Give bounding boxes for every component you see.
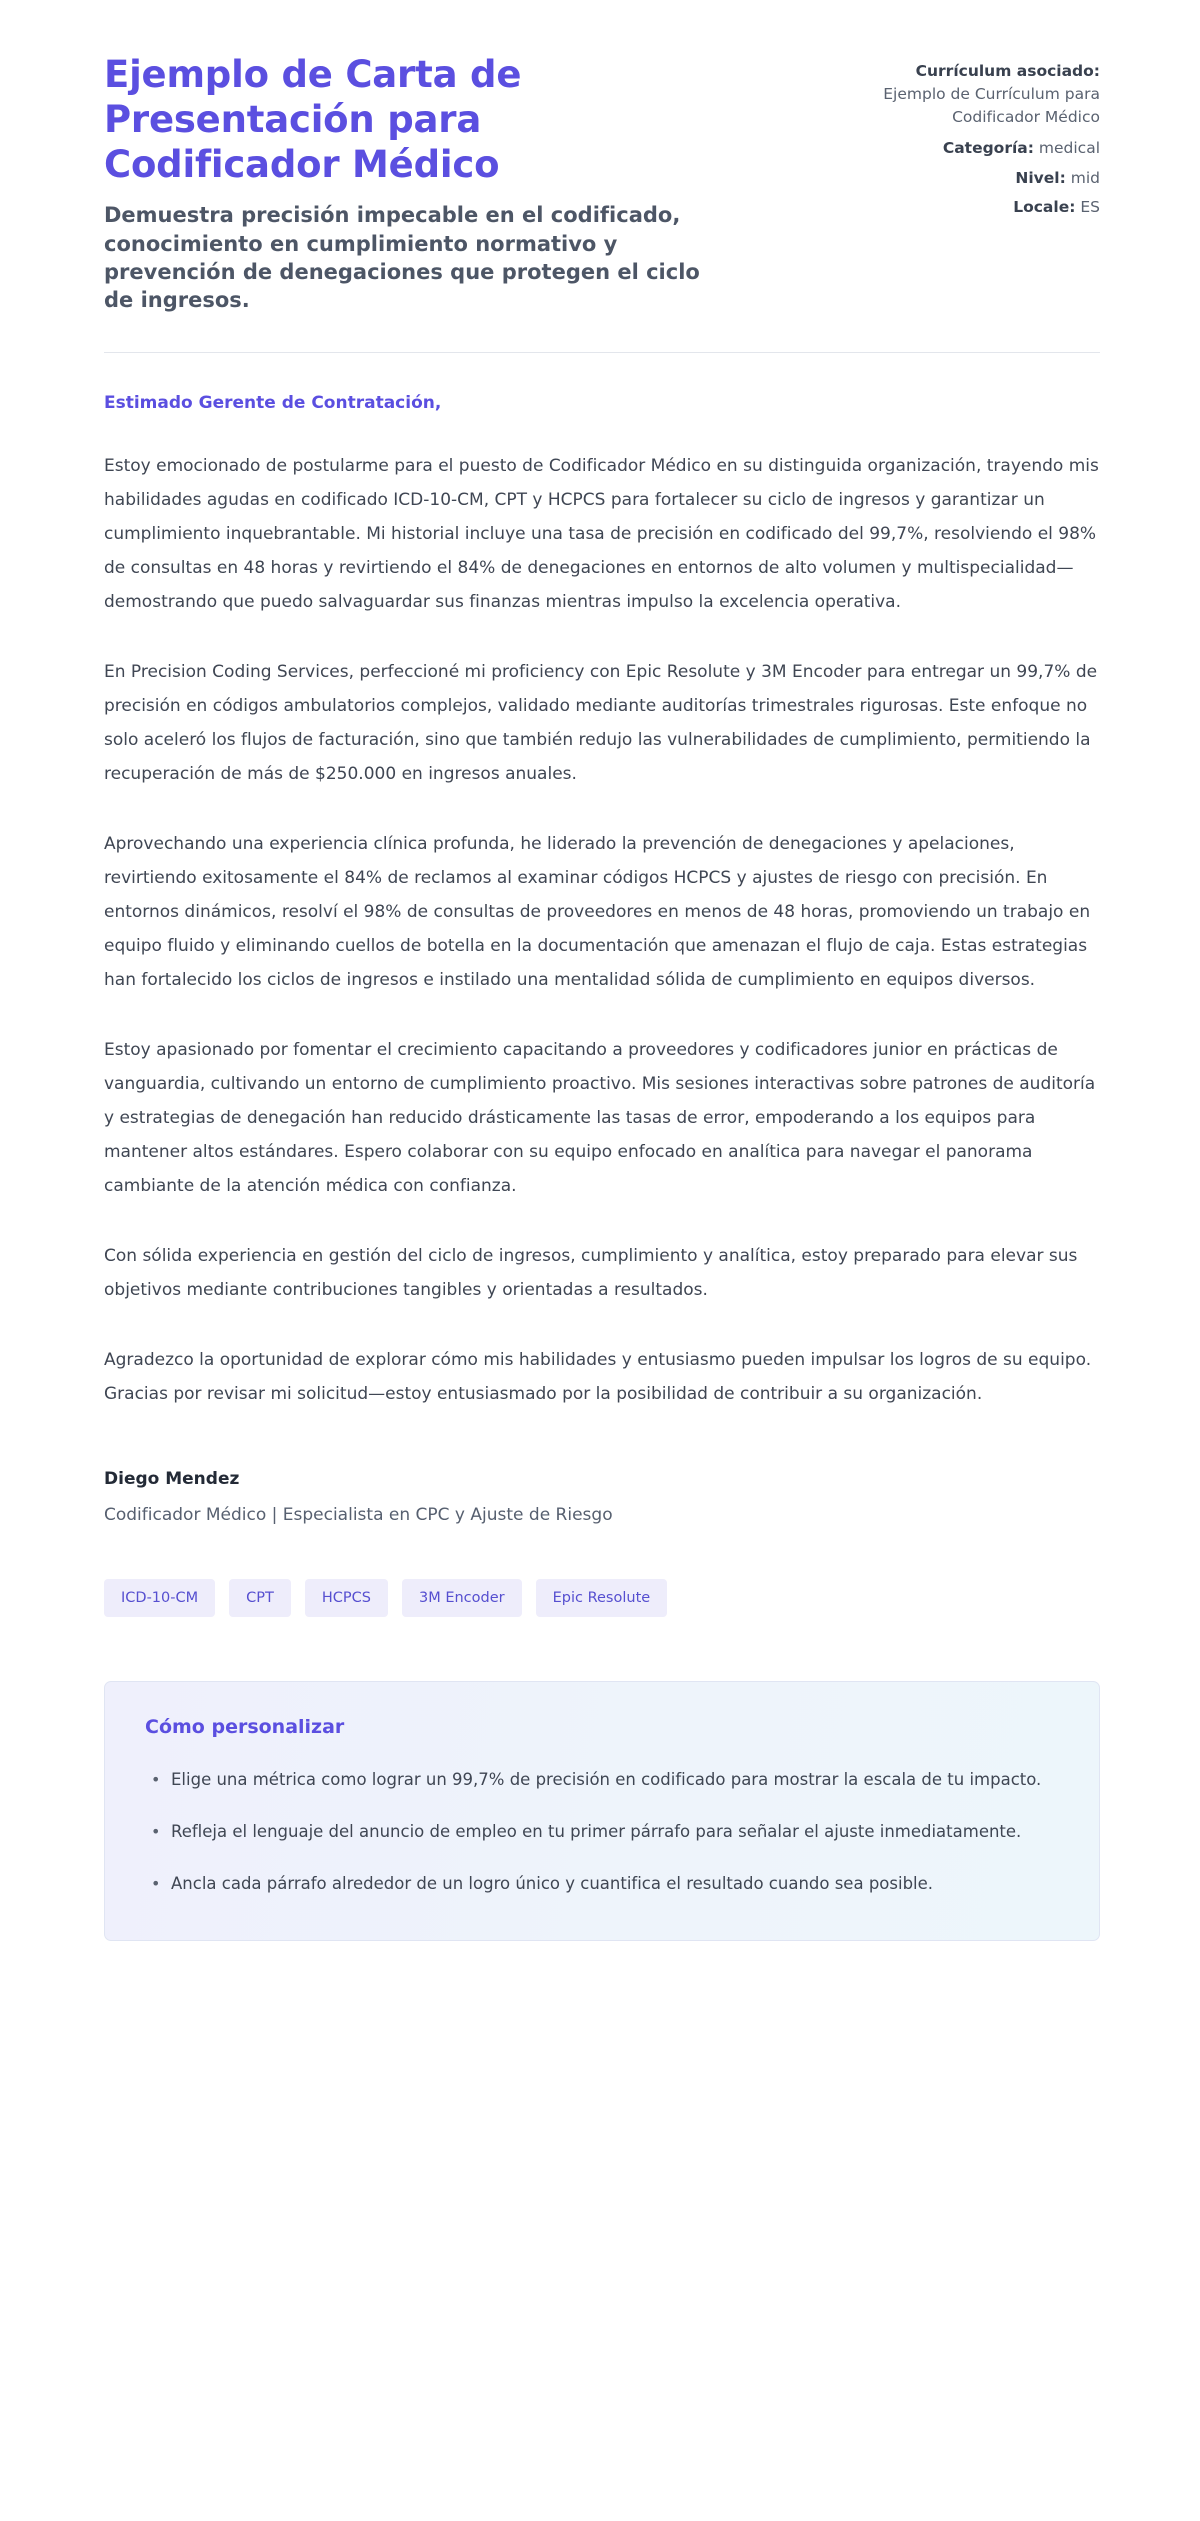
category-value: medical xyxy=(1038,139,1100,158)
level-label: Nivel: xyxy=(1015,168,1066,187)
metadata-locale xyxy=(810,196,1100,218)
skill-tag[interactable]: ICD-10-CM xyxy=(104,1579,215,1617)
list-item: • Refleja el lenguaje del anuncio de empleo en tu primer párrafo para señalar el ajuste inmediatamente. xyxy=(145,1816,1045,1848)
letter-paragraph: Aprovechando una experiencia clínica profunda, he liderado la prevención de denegaciones y apelaciones, revirtiendo exitosamente el 84% de reclamos al examinar códigos HCPCS y ajustes de riesgo con precisión. En entornos dinámicos, resolví el 98% de consultas de proveedores en menos de 48 horas, promoviendo un trabajo en equipo fluido y eliminando cuellos de botella en la documentación que amenazan el flujo de caja. Estas estrategias han fortalecido los ciclos de ingresos e instilado una mentalidad sólida de cumplimiento en equipos diversos. xyxy=(104,833,1091,990)
document-header xyxy=(104,52,1100,314)
letter-paragraph: En Precision Coding Services, perfeccioné mi proficiency con Epic Resolute y 3M Encoder para entregar un 99,7% de precisión en códigos ambulatorios complejos, validado mediante auditorías trimestrales rigurosas. Este enfoque no solo aceleró los flujos de facturación, sino que también redujo las vulnerabilidades de cumplimiento, permitiendo la recuperación de más de $250.000 en ingresos anuales. xyxy=(104,661,1098,784)
category-label: Categoría: xyxy=(942,139,1034,158)
page-title: Ejemplo de Carta de Presentación para Codificador Médico xyxy=(104,53,522,187)
cover-letter-body xyxy=(104,353,1100,1411)
customization-callout xyxy=(104,1681,1100,1942)
skill-tag[interactable]: Epic Resolute xyxy=(536,1579,668,1617)
list-item: • Ancla cada párrafo alrededor de un logro único y cuantifica el resultado cuando sea posible. xyxy=(145,1868,1045,1900)
letter-paragraph: Estoy emocionado de postularme para el puesto de Codificador Médico en su distinguida organización, trayendo mis habilidades agudas en codificado ICD-10-CM, CPT y HCPCS para fortalecer su ciclo de ingresos y garantizar un cumplimiento inquebrantable. Mi historial incluye una tasa de precisión en codificado del 99,7%, resolviendo el 98% de consultas en 48 horas y revirtiendo el 84% de denegaciones en entornos de alto volumen y multispecialidad—demostrando que puedo salvaguardar sus finanzas mientras impulso la excelencia operativa. xyxy=(104,455,1099,612)
callout-list xyxy=(145,1764,1059,1901)
signature-block xyxy=(104,1469,1100,1525)
locale-label: Locale: xyxy=(1013,198,1076,217)
salutation: Estimado Gerente de Contratación, xyxy=(104,392,442,413)
letter-paragraph: Agradezco la oportunidad de explorar cómo mis habilidades y entusiasmo pueden impulsar los logros de su equipo. Gracias por revisar mi solicitud—estoy entusiasmado por la posibilidad de contribuir a su organización. xyxy=(104,1349,1092,1404)
level-value: mid xyxy=(1070,168,1100,187)
list-item: • Elige una métrica como lograr un 99,7% de precisión en codificado para mostrar la escala de tu impacto. xyxy=(145,1764,1045,1796)
metadata-associated-resume xyxy=(810,60,1100,128)
metadata-level xyxy=(810,167,1100,189)
locale-value: ES xyxy=(1080,198,1100,217)
associated-resume-value: Ejemplo de Currículum para Codificador Médico xyxy=(883,85,1100,126)
associated-resume-label-wrap xyxy=(810,60,1100,82)
skill-tag[interactable]: CPT xyxy=(229,1579,291,1617)
letter-paragraph: Con sólida experiencia en gestión del ciclo de ingresos, cumplimiento y analítica, estoy preparado para elevar sus objetivos mediante contribuciones tangibles y orientadas a resultados. xyxy=(104,1245,1078,1300)
metadata-category xyxy=(810,137,1100,159)
signature-role: Codificador Médico | Especialista en CPC y Ajuste de Riesgo xyxy=(104,1504,613,1525)
skill-tag[interactable]: HCPCS xyxy=(305,1579,388,1617)
associated-resume-label: Currículum asociado: xyxy=(915,62,1100,80)
letter-paragraph: Estoy apasionado por fomentar el crecimiento capacitando a proveedores y codificadores junior en prácticas de vanguardia, cultivando un entorno de cumplimiento proactivo. Mis sesiones interactivas sobre patrones de auditoría y estrategias de denegación han reducido drásticamente las tasas de error, empoderando a los equipos para mantener altos estándares. Espero colaborar con su equipo enfocado en analítica para navegar el panorama cambiante de la atención médica con confianza. xyxy=(104,1039,1096,1196)
skill-tag[interactable]: 3M Encoder xyxy=(402,1579,522,1617)
callout-title: Cómo personalizar xyxy=(145,1715,345,1738)
page-subtitle: Demuestra precisión impecable en el codificado, conocimiento en cumplimiento normativo y prevención de denegaciones que protegen el ciclo de ingresos. xyxy=(104,203,700,312)
metadata-panel xyxy=(810,52,1100,220)
signature-name: Diego Mendez xyxy=(104,1468,240,1489)
header-title-block xyxy=(104,52,724,314)
skill-tag-list xyxy=(104,1579,1100,1617)
